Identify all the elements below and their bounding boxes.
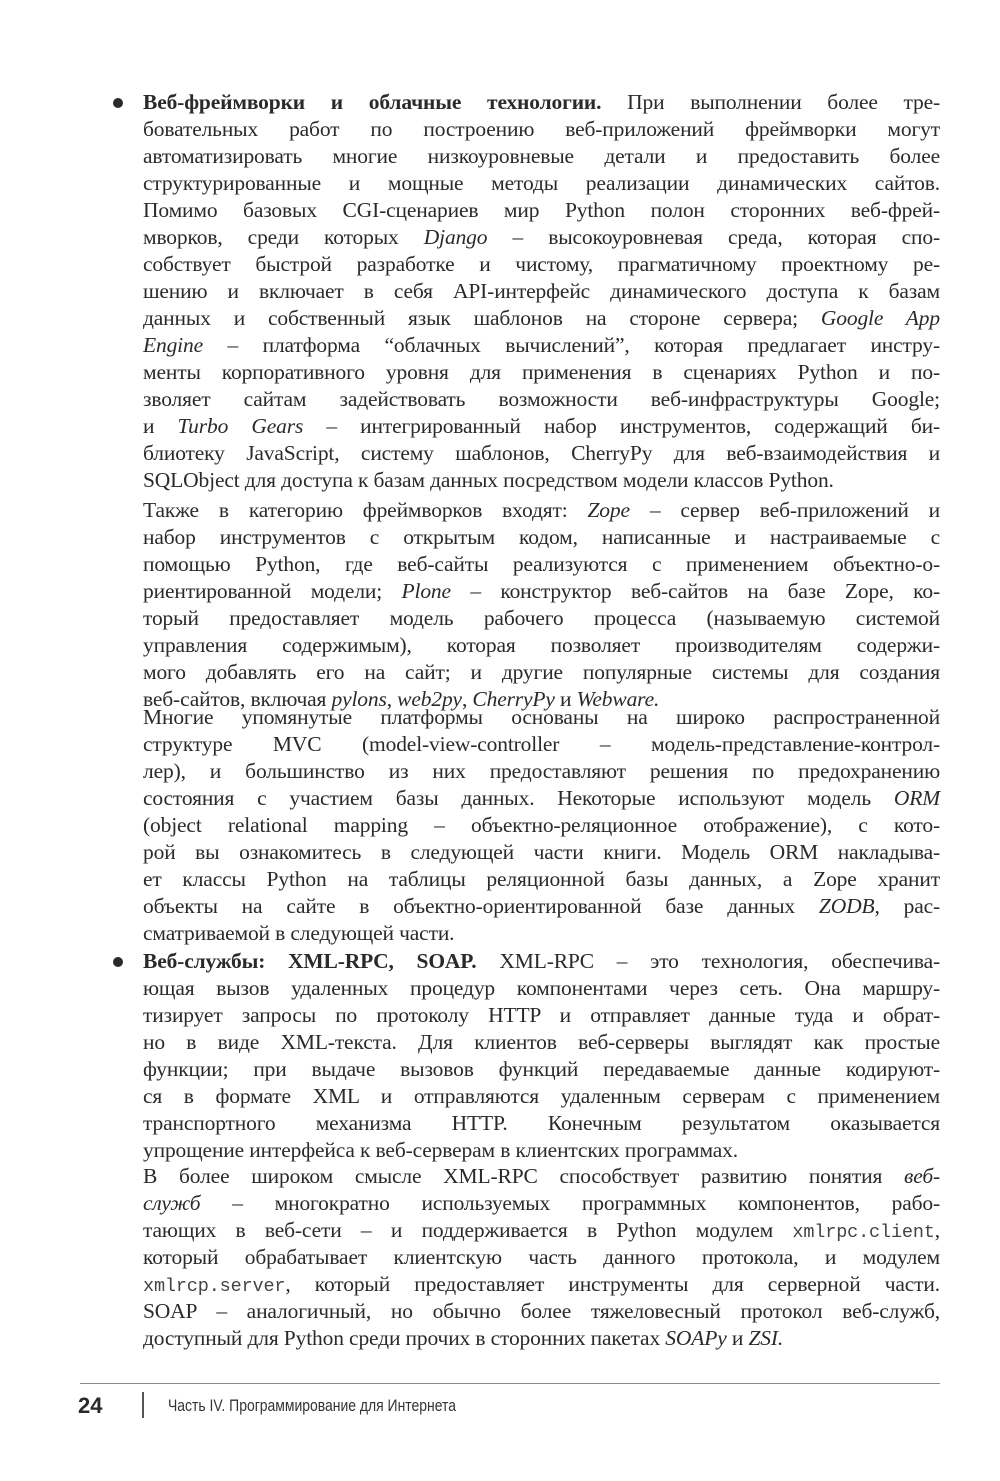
text-run: собствует быстрой разработке и чистому, прагматичному проектному ре- [143, 252, 940, 276]
text-line [143, 731, 940, 758]
text-line [143, 359, 940, 386]
text-run: блиотеку JavaScript, систему шаблонов, CherryPy для веб-взаимодействия и [143, 441, 940, 465]
text-line [143, 948, 940, 975]
text-run: Многие упомянутые платформы основаны на широко распространенной [143, 705, 940, 729]
text-line [143, 1325, 940, 1352]
page-number: 24 [78, 1393, 103, 1418]
text-line [143, 1298, 940, 1325]
text-run: транспортного механизма HTTP. Конечным результатом оказывается [143, 1111, 940, 1135]
footer-rule [80, 1383, 940, 1384]
italic-run: web2py [397, 687, 462, 711]
text-run: данных и собственный язык шаблонов на стороне сервера; [143, 306, 821, 330]
italic-run: SOAPy [665, 1326, 727, 1350]
text-line [143, 1271, 940, 1298]
text-line [143, 605, 940, 632]
text-run: – многократно используемых программных компонентов, рабо- [200, 1191, 940, 1215]
text-run: (object relational mapping – объектно-реляционное отображение), с кото- [143, 813, 940, 837]
text-line [143, 659, 940, 686]
italic-run: ZODB [818, 894, 875, 918]
text-line [143, 1056, 940, 1083]
text-line [143, 1190, 940, 1217]
text-line [143, 251, 940, 278]
italic-run: служб [143, 1191, 201, 1215]
text-run: ся в формате XML и отправляются удаленным серверам с применением [143, 1084, 940, 1108]
text-run: менты корпоративного уровня для применения в сценариях Python и по- [143, 360, 940, 384]
text-run: помощью Python, где веб-сайты реализуются с применением объектно-о- [143, 552, 940, 576]
text-line [143, 758, 940, 785]
italic-run: Google App [820, 306, 940, 330]
italic-run: веб- [904, 1164, 940, 1188]
text-line [143, 224, 940, 251]
text-line [143, 1083, 940, 1110]
italic-run: Django [423, 225, 488, 249]
text-line [143, 143, 940, 170]
text-line [143, 812, 940, 839]
code-run: xmlrpc.client [792, 1222, 935, 1243]
text-run: , который предоставляет инструменты для серверной части. [285, 1272, 940, 1296]
text-line [143, 1002, 940, 1029]
text-line [143, 551, 940, 578]
text-run: сматриваемой в следующей части. [143, 921, 455, 945]
text-line [143, 893, 940, 920]
text-run: тающих в веб-сети – и поддерживается в Python модулем [143, 1218, 793, 1242]
text-run: ющая вызов удаленных процедур компонентами через сеть. Она маршру- [143, 976, 940, 1000]
text-run: но в виде XML-текста. Для клиентов веб-серверы выглядят как простые [143, 1030, 940, 1054]
bullet-icon [113, 957, 123, 967]
text-run: SQLObject для доступа к базам данных посредством модели классов Python. [143, 468, 834, 492]
text-run: управления содержимым), которая позволяет производителям содержи- [143, 633, 940, 657]
text-run: структуре MVC (model-view-controller – модель-представление-контрол- [143, 732, 940, 756]
text-line [143, 197, 940, 224]
text-line [143, 467, 940, 494]
text-line [143, 1244, 940, 1271]
text-line [143, 386, 940, 413]
italic-run: Zope [587, 498, 630, 522]
text-run: состояния с участием базы данных. Некоторые используют модель [143, 786, 894, 810]
text-line [143, 975, 940, 1002]
text-line [143, 278, 940, 305]
footer-divider [142, 1392, 144, 1418]
paragraph [143, 704, 940, 947]
text-line [143, 1110, 940, 1137]
text-run: , рас- [874, 894, 940, 918]
text-run: веб-сайтов, включая [143, 687, 332, 711]
text-run: – интегрированный набор инструментов, содержащий би- [303, 414, 940, 438]
italic-run: CherryPy [472, 687, 555, 711]
text-run: и [143, 414, 178, 438]
text-line [143, 170, 940, 197]
text-run: функции; при выдаче вызовов функций передаваемые данные кодируют- [143, 1057, 940, 1081]
text-run: – конструктор веб-сайтов на базе Zope, ко- [450, 579, 940, 603]
bold-run: Веб-фреймворки и облачные технологии. [143, 90, 602, 114]
running-title: Часть IV. Программирование для Интернета [168, 1396, 456, 1415]
text-run: и [726, 1326, 749, 1350]
text-line [143, 1163, 940, 1190]
text-run: – высокоуровневая среда, которая спо- [487, 225, 940, 249]
bullet-item-paragraph [143, 89, 940, 494]
text-line [143, 1137, 940, 1164]
text-run: мого добавлять его на сайт; и другие популярные системы для создания [143, 660, 940, 684]
text-run: упрощение интерфейса к веб-серверам в клиентских программах. [143, 1138, 738, 1162]
italic-run: Engine [143, 333, 203, 357]
text-run: доступный для Python среди прочих в сторонних пакетах [143, 1326, 666, 1350]
text-run: ет классы Python на таблицы реляционной базы данных, а Zope хранит [143, 867, 940, 891]
text-run: шению и включает в себя API-интерфейс динамического доступа к базам [143, 279, 940, 303]
text-line [143, 116, 940, 143]
text-line [143, 785, 940, 812]
italic-run: Turbo Gears [177, 414, 304, 438]
text-line [143, 578, 940, 605]
text-line [143, 332, 940, 359]
text-run: и [554, 687, 577, 711]
text-line [143, 440, 940, 467]
text-run: который обрабатывает клиентскую часть данного протокола, и модулем [143, 1245, 940, 1269]
text-line [143, 89, 940, 116]
text-run: зволяет сайтам задействовать возможности веб-инфраструктуры Google; [143, 387, 940, 411]
text-run: , [461, 687, 473, 711]
text-line [143, 632, 940, 659]
text-line [143, 866, 940, 893]
text-run: мворков, среди которых [143, 225, 424, 249]
text-run: В более широком смысле XML-RPC способствует развитию понятия [143, 1164, 905, 1188]
text-run: XML-RPC – это технология, обеспечива- [476, 949, 941, 973]
text-run: объекты на сайте в объектно-ориентированной базе данных [143, 894, 819, 918]
text-run: набор инструментов с открытым кодом, написанные и настраиваемые с [143, 525, 940, 549]
text-run: структурированные и мощные методы реализации динамических сайтов. [143, 171, 940, 195]
text-run: , [934, 1218, 940, 1242]
text-run: бовательных работ по построению веб-приложений фреймворки могут [143, 117, 940, 141]
text-run: лер), и большинство из них предоставляют решения по предохранению [143, 759, 940, 783]
text-run: SOAP – аналогичный, но обычно более тяжеловесный протокол веб-служб, [143, 1299, 940, 1323]
text-run: рой вы ознакомитесь в следующей части книги. Модель ORM накладыва- [143, 840, 940, 864]
italic-run: Webware. [576, 687, 660, 711]
text-run: риентированной модели; [143, 579, 402, 603]
text-run: – платформа “облачных вычислений”, которая предлагает инстру- [203, 333, 940, 357]
text-line [143, 497, 940, 524]
text-line [143, 413, 940, 440]
text-run: – сервер веб-приложений и [629, 498, 941, 522]
bold-run: Веб-службы: XML-RPC, SOAP. [143, 949, 477, 973]
text-run: Помимо базовых CGI-сценариев мир Python полон сторонних веб-фрей- [143, 198, 940, 222]
text-run: При выполнении более тре- [601, 90, 941, 114]
text-line [143, 305, 940, 332]
bullet-item-paragraph [143, 948, 940, 1164]
text-line [143, 1029, 940, 1056]
italic-run: pylons [331, 687, 387, 711]
text-line [143, 920, 940, 947]
text-run: тизирует запросы по протоколу HTTP и отправляет данные туда и обрат- [143, 1003, 940, 1027]
bullet-icon [113, 98, 123, 108]
paragraph [143, 497, 940, 713]
text-line [143, 839, 940, 866]
text-run: Также в категорию фреймворков входят: [143, 498, 588, 522]
italic-run: ORM [893, 786, 940, 810]
paragraph [143, 1163, 940, 1352]
italic-run: Plone [401, 579, 451, 603]
italic-run: ZSI. [748, 1326, 784, 1350]
text-line [143, 524, 940, 551]
text-run: автоматизировать многие низкоуровневые детали и предоставить более [143, 144, 940, 168]
code-run: xmlrcp.server [143, 1276, 286, 1297]
text-run: , [386, 687, 398, 711]
text-line [143, 1217, 940, 1244]
text-line [143, 704, 940, 731]
text-run: торый предоставляет модель рабочего процесса (называемую системой [143, 606, 940, 630]
